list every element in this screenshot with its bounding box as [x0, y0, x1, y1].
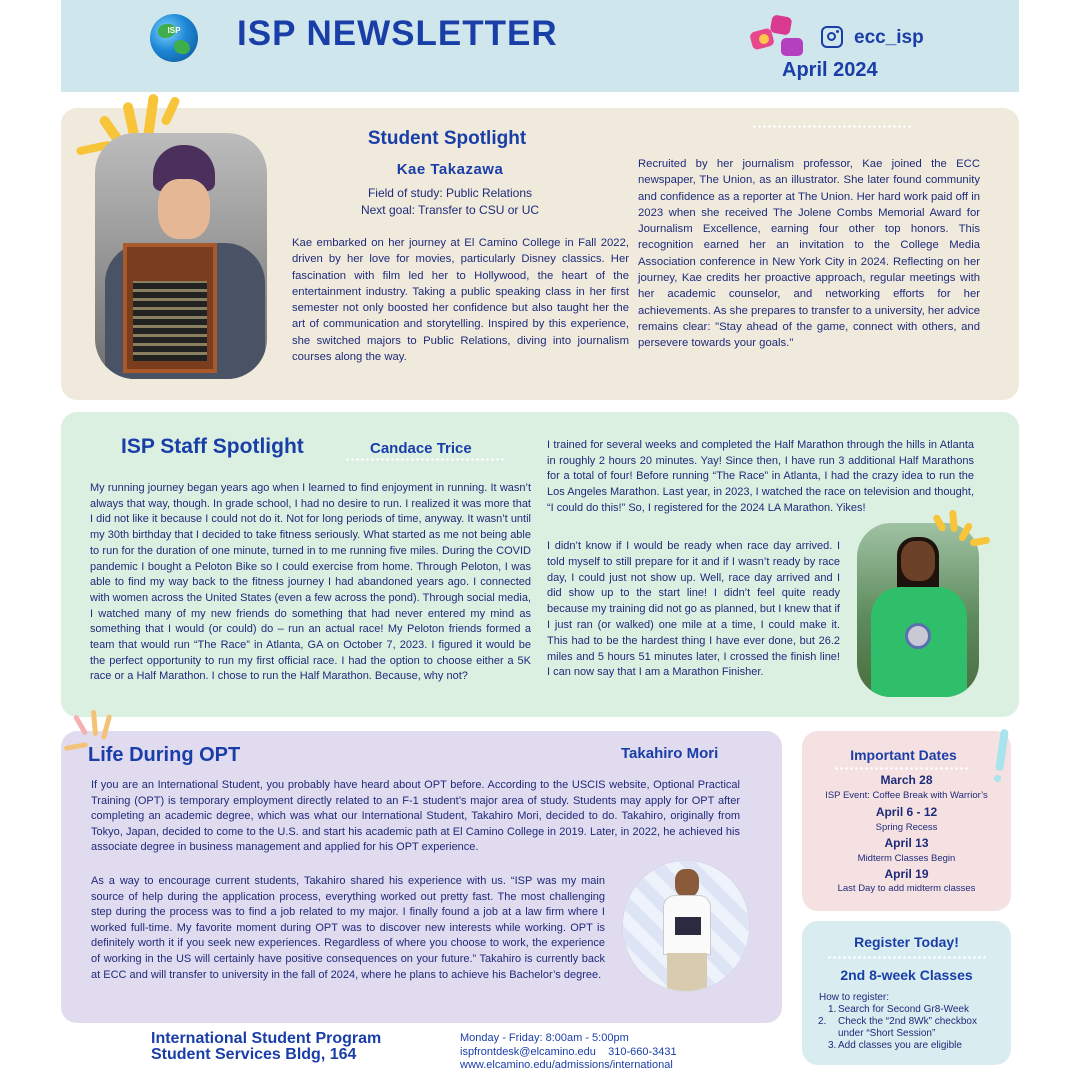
date-item-3-desc: Midterm Classes Begin — [857, 853, 956, 864]
date-item-3-date: April 13 — [884, 836, 929, 850]
student-photo — [95, 133, 267, 379]
footer-contact — [460, 1046, 677, 1058]
staff-name: Candace Trice — [370, 440, 472, 457]
instagram-handle[interactable]: ecc_isp — [854, 27, 924, 48]
register-subheading: 2nd 8-week Classes — [840, 967, 973, 983]
staff-paragraph-2: I trained for several weeks and completed the Half Marathon through the hills in Atlanta in roughly 2 hours 20 minutes. Yay! Since then, I have run 3 additional Half Marathons for a total of four! Before running “The Race” in Atlanta, I had the crazy idea to run the Los Angeles Marathon. Last year, in 2023, I watched the race on television and thought, “I could do this!” So, I registered for the 2024 LA Marathon. Yikes! — [547, 439, 974, 514]
opt-student-photo — [622, 860, 750, 992]
list-item: 1. Search for Second Gr8-Week — [828, 1004, 969, 1015]
list-item: 2. Check the “2nd 8Wk” checkbox under “Short Session” — [818, 1016, 977, 1039]
register-how-label: How to register: — [819, 992, 890, 1003]
opt-paragraph-2: As a way to encourage current students, Takahiro shared his experience with us. “ISP was my main source of help during the application process, everything worked out pretty fast. The most challenging step during the process was to find a job related to my major. I finally found a job at a law firm where I worked full-time. My favorite moment during OPT was to discover new interests while working. OPT is definitely worth it if you seek new experiences. Regardless of where you choose to work, the experience of working in the US will certainly have positive consequences on your future.” Takahiro is currently back at ECC and will transfer to university in the fall of 2024, where he plans to achieve his Bachelor’s degree. — [91, 875, 605, 981]
staff-paragraph-1: My running journey began years ago when I learned to find enjoyment in running. It wasn’t always that way, though. In grade school, I had no desire to run. I realized it was more that I did not like it because I could not do it. Not for long periods of time, anyway. It wasn’t until my 30th birthday that I decided to take fitness seriously. What started as me not being able to run for the duration of one minute, turned in to me running five miles. During the COVID pandemic I bought a Peloton Bike so I could exercise from home. Through Peloton, I was able to find my way back to the fitness journey I had abandoned years ago. I connected with women across the United States (even a few across the pond). Through social media, I watched many of my new friends do something that had never entered my mind as something that I would (or could) do – run an actual race! My Peloton friends formed a team that would run “The Race” in Atlanta, GA on October 7, 2023. I figured it would be the perfect opportunity to run my first official race. I had the option to choose either a 5K race or a Half Marathon. I chose to run the Half Marathon. Because, why not? — [90, 482, 531, 683]
footer-phone[interactable]: 310-660-3431 — [608, 1046, 677, 1058]
instagram-icon[interactable] — [821, 26, 843, 48]
date-item-1-desc: ISP Event: Coffee Break with Warrior’s — [825, 790, 988, 801]
dotted-divider — [752, 125, 912, 128]
student-name: Kae Takazawa — [396, 161, 504, 178]
footer-hours: Monday - Friday: 8:00am - 5:00pm — [460, 1032, 629, 1044]
dotted-divider — [345, 458, 505, 461]
dotted-divider — [834, 767, 968, 770]
issue-date: April 2024 — [782, 59, 878, 81]
date-item-2-desc: Spring Recess — [875, 822, 938, 833]
list-item: 3. Add classes you are eligible — [828, 1040, 962, 1051]
sun-burst-decoration-icon — [934, 510, 990, 554]
social-media-icon — [751, 16, 805, 60]
globe-logo-icon — [150, 14, 198, 62]
register-steps-list — [818, 1004, 998, 1052]
newsletter-header — [61, 0, 1019, 92]
footer-program: International Student Program — [151, 1030, 382, 1047]
student-spotlight-heading: Student Spotlight — [367, 128, 527, 149]
student-paragraph-1: Kae embarked on her journey at El Camino College in Fall 2022, driven by her love for movies, particularly Disney classics. Her fascination with film led her to Hollywood, the heart of the entertainment industry. Taking a public speaking class in her first semester not only boosted her confidence but also taught her the art of communication and storytelling. Inspired by this experience, she switched majors to Public Relations, diving into journalism courses along the way. — [292, 237, 629, 364]
footer-email[interactable]: ispfrontdesk@elcamino.edu — [460, 1046, 596, 1058]
newsletter-title: ISP NEWSLETTER — [237, 14, 558, 53]
date-item-4-desc: Last Day to add midterm classes — [837, 883, 976, 894]
footer-location: Student Services Bldg, 164 — [151, 1046, 357, 1063]
dotted-divider — [827, 956, 987, 959]
staff-spotlight-heading: ISP Staff Spotlight — [121, 435, 304, 458]
footer-website[interactable]: www.elcamino.edu/admissions/international — [460, 1059, 673, 1071]
date-item-1-date: March 28 — [880, 773, 933, 787]
date-item-2-date: April 6 - 12 — [875, 805, 938, 819]
important-dates-heading: Important Dates — [850, 747, 957, 763]
opt-heading: Life During OPT — [88, 744, 241, 766]
student-goal: Next goal: Transfer to CSU or UC — [360, 203, 540, 217]
student-paragraph-2: Recruited by her journalism professor, Kae joined the ECC newspaper, The Union, as an illustrator. She later found community and confidence as a reporter at The Union. Her hard work paid off in 2023 when she received The Jolene Combs Memorial Award for Journalism Excellence, earning four other top honors. This recognition earned her an invitation to the College Media Association conference in New York City in 2024. Reflecting on her journey, Kae credits her proactive approach, regular meetings with her academic counselor, and networking efforts for her achievements. As she prepares to transfer to a university, her advice remains clear: "Stay ahead of the game, connect with others, and persevere towards your goals." — [638, 158, 981, 350]
register-heading[interactable]: Register Today! — [854, 934, 959, 950]
staff-paragraph-3: I didn’t know if I would be ready when race day arrived. I told myself to still prepare for it and if I wasn’t ready by race day, I could just not show up. Well, race day arrived and I did show up to the start line! I didn’t feel quite ready because my training did not go as planned, but I knew that if I just ran (or walked) one mile at a time, I could make it. This had to be the hardest thing I have ever done, but 26.2 miles and 5 hours 51 minutes later, I crossed the finish line! I can now say that I am a Marathon Finisher. — [547, 540, 840, 679]
opt-name: Takahiro Mori — [621, 745, 719, 762]
date-item-4-date: April 19 — [884, 867, 929, 881]
student-field: Field of study: Public Relations — [367, 186, 533, 200]
logo-text: ISP — [167, 26, 181, 35]
opt-paragraph-1: If you are an International Student, you probably have heard about OPT before. According to the USCIS website, Optional Practical Training (OPT) is temporary employment directly related to an F-1 student’s major area of study. Students may apply for OPT after completing an academic degree, which was what our International Student, Takahiro Mori, decided to do. Takahiro, originally from Tokyo, Japan, decided to come to the U.S. and start his academic path at El Camino College in 2019. Later, in 2022, he achieved his associate degree in business management and applied for his OPT experience. — [91, 779, 740, 854]
